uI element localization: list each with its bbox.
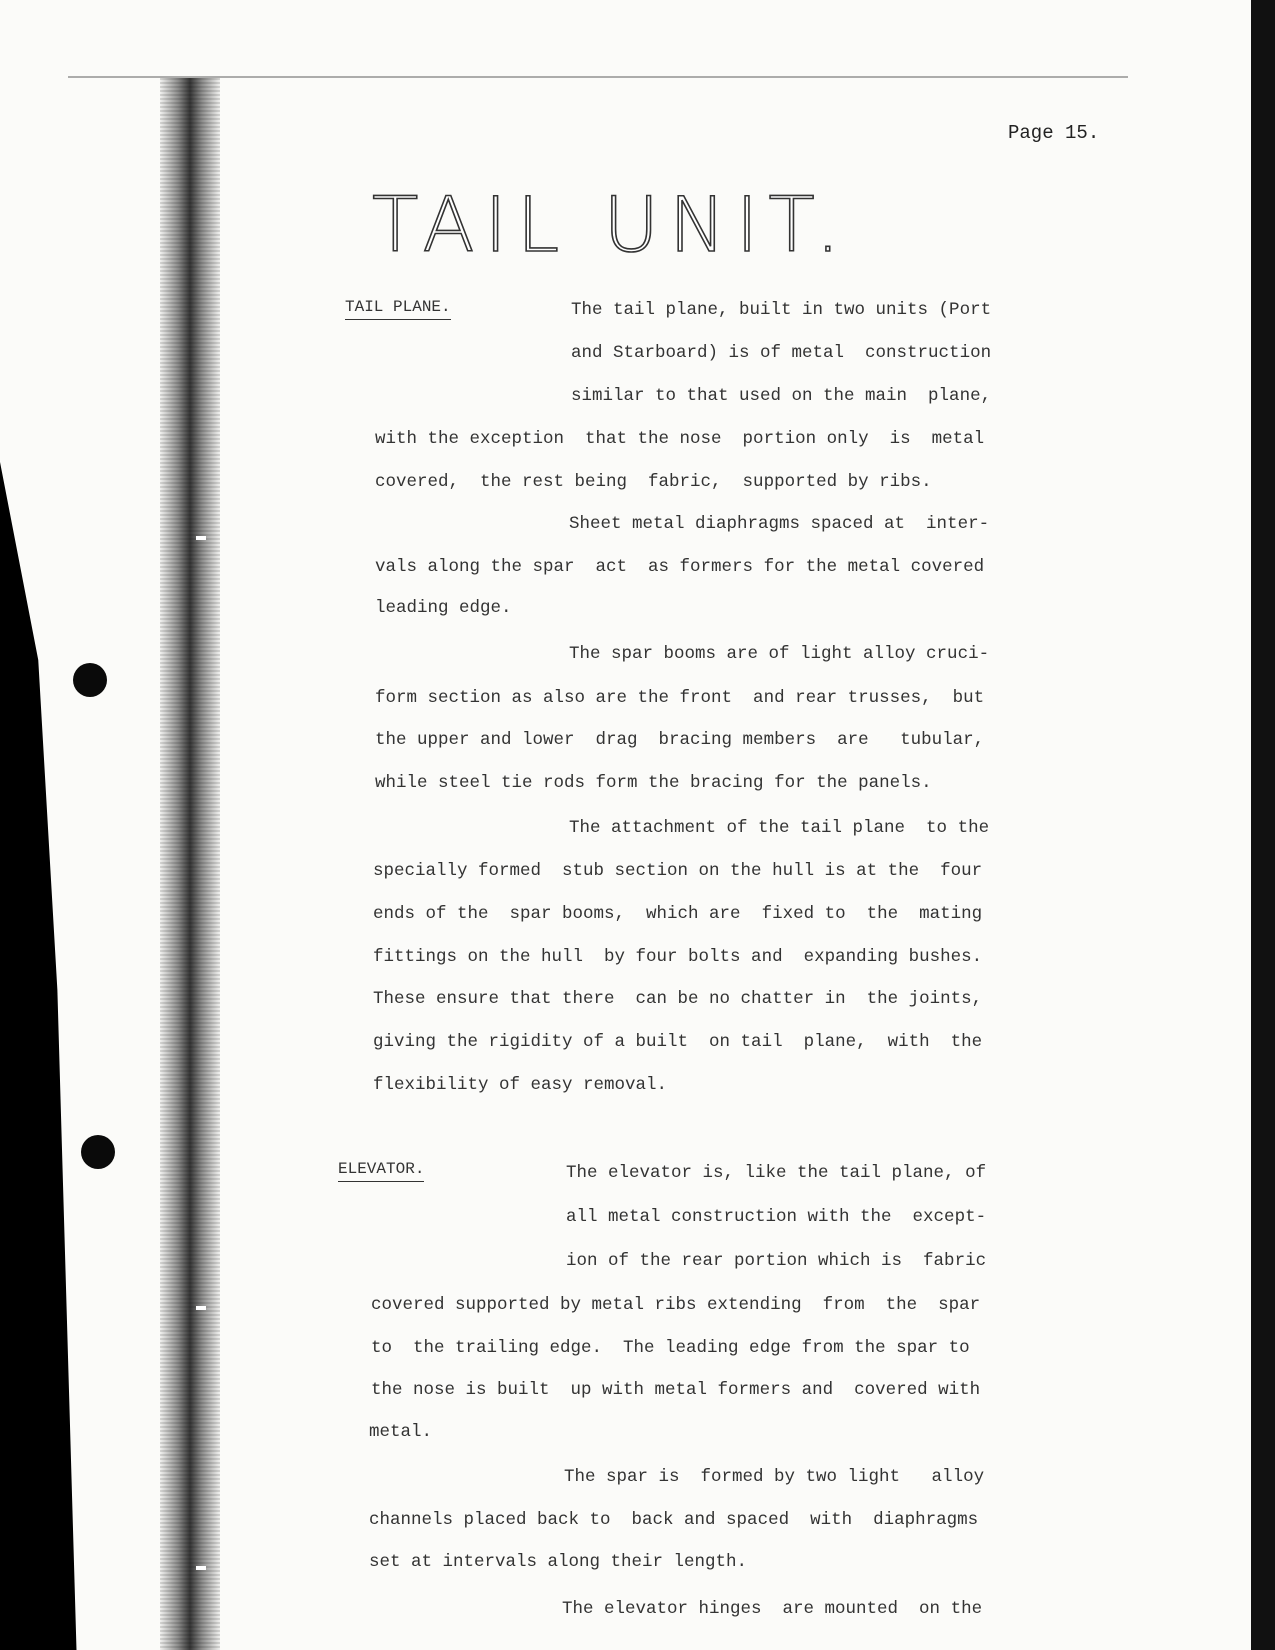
text-line: covered supported by metal ribs extending from the spar — [371, 1295, 981, 1315]
text-line: all metal construction with the except- — [566, 1207, 987, 1227]
text-line: similar to that used on the main plane, — [571, 386, 992, 406]
text-line: leading edge. — [375, 598, 512, 618]
text-line: and Starboard) is of metal construction — [571, 343, 992, 363]
text-line: metal. — [369, 1422, 433, 1442]
binding-tick — [196, 1306, 206, 1310]
text-line: The attachment of the tail plane to the — [569, 818, 990, 838]
page-title: TAIL UNIT. — [372, 180, 850, 269]
text-line: to the trailing edge. The leading edge from the spar to — [371, 1338, 970, 1358]
text-line: ion of the rear portion which is fabric — [566, 1251, 987, 1271]
binding-tick — [196, 536, 206, 540]
binding-shadow — [160, 78, 220, 1650]
text-line: The tail plane, built in two units (Port — [571, 300, 992, 320]
text-line: ends of the spar booms, which are fixed to the mating — [373, 904, 983, 924]
section-heading-tail-plane: TAIL PLANE. — [345, 298, 451, 320]
text-line: vals along the spar act as formers for the metal covered — [375, 557, 985, 577]
text-line: flexibility of easy removal. — [373, 1075, 668, 1095]
text-line: set at intervals along their length. — [369, 1552, 748, 1572]
text-line: the nose is built up with metal formers and covered with — [371, 1380, 981, 1400]
binding-tick — [196, 1566, 206, 1570]
text-line: the upper and lower drag bracing members are tubular, — [375, 730, 985, 750]
punch-hole — [81, 1135, 115, 1169]
text-line: giving the rigidity of a built on tail plane, with the — [373, 1032, 983, 1052]
text-line: covered, the rest being fabric, supported by ribs. — [375, 472, 932, 492]
text-line: while steel tie rods form the bracing for the panels. — [375, 773, 932, 793]
text-line: fittings on the hull by four bolts and expanding bushes. — [373, 947, 983, 967]
text-line: The elevator hinges are mounted on the — [562, 1599, 983, 1619]
punch-hole — [73, 663, 107, 697]
text-line: The elevator is, like the tail plane, of — [566, 1163, 987, 1183]
text-line: form section as also are the front and rear trusses, but — [375, 688, 985, 708]
page-number: Page 15. — [1008, 122, 1100, 144]
text-line: These ensure that there can be no chatter in the joints, — [373, 989, 983, 1009]
scan-edge — [1251, 0, 1275, 1650]
section-heading-elevator: ELEVATOR. — [338, 1160, 424, 1182]
text-line: Sheet metal diaphragms spaced at inter- — [569, 514, 990, 534]
text-line: specially formed stub section on the hull is at the four — [373, 861, 983, 881]
text-line: The spar is formed by two light alloy — [564, 1467, 985, 1487]
text-line: channels placed back to back and spaced with diaphragms — [369, 1510, 979, 1530]
page-top-rule — [68, 76, 1128, 78]
text-line: The spar booms are of light alloy cruci- — [569, 644, 990, 664]
text-line: with the exception that the nose portion only is metal — [375, 429, 985, 449]
